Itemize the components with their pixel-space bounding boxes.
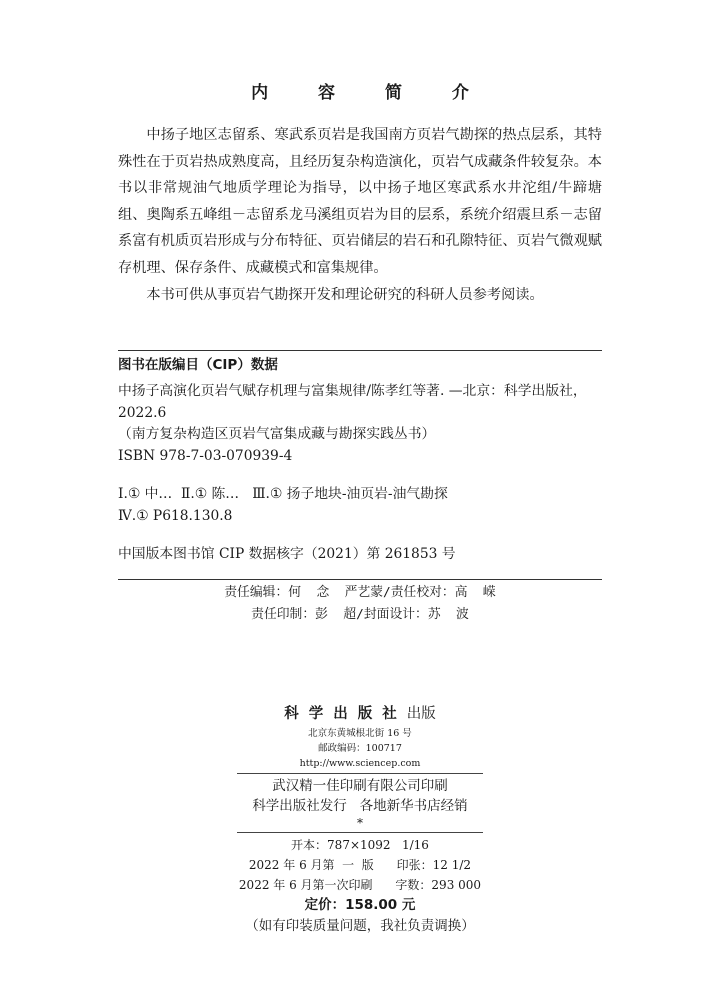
publisher-website: http://www.sciencep.com <box>299 758 421 769</box>
quality-note: （如有印装质量问题，我社负责调换） <box>245 918 475 934</box>
cip-series-line: （南方复杂构造区页岩气富集成藏与勘探实践丛书） <box>118 426 436 442</box>
publisher-logo-name: 科学出版社 <box>284 705 407 722</box>
format-line: 开本：787×1092 1/16 <box>291 838 429 852</box>
publisher-address: 北京东黄城根北街 16 号 <box>308 728 412 739</box>
edition-line: 2022 年 6 月第 一 版 印张：12 1/2 <box>248 858 472 872</box>
printing-line: 2022 年 6 月第一次印刷 字数：293 000 <box>238 878 482 892</box>
separator-star: * <box>357 816 363 830</box>
imprint-block <box>0 702 720 937</box>
distribution-line: 科学出版社发行 各地新华书店经销 <box>252 798 468 814</box>
summary-section <box>118 122 602 308</box>
credits-block <box>0 582 720 626</box>
page-title: 内 容 简 介 <box>251 83 491 103</box>
summary-paragraph-1: 中扬子地区志留系、寒武系页岩是我国南方页岩气勘探的热点层系，其特殊性在于页岩热成熟度高，且经历复杂构造演化，页岩气成藏条件较复杂。本书以非常规油气地质学理论为指导，以中扬子地区寒武系水井沱组/牛蹄塘组、奥陶系五峰组－志留系龙马溪组页岩为目的层系，系统介绍震旦系－志留系富有机质页岩形成与分布特征、页岩储层的岩石和孔隙特征、页岩气微观赋存机理、保存条件、成藏模式和富集规律。 <box>118 127 602 276</box>
cip-record-number: 中国版本图书馆 CIP 数据核字（2021）第 261853 号 <box>118 546 456 562</box>
imprint-divider-2 <box>237 832 483 833</box>
imprint-divider-1 <box>237 773 483 774</box>
credits-editors: 责任编辑：何 念 严艺蒙/责任校对：高 嵘 <box>224 585 496 600</box>
printer-line: 武汉精一佳印刷有限公司印刷 <box>272 778 448 794</box>
cip-bottom-divider <box>118 579 602 580</box>
summary-paragraph-2: 本书可供从事页岩气勘探开发和理论研究的科研人员参考阅读。 <box>146 286 544 303</box>
cip-clc-line: Ⅳ.① P618.130.8 <box>118 507 233 524</box>
publisher-postcode: 邮政编码：100717 <box>318 743 402 754</box>
cip-heading: 图书在版编目（CIP）数据 <box>118 357 278 373</box>
cip-top-divider <box>118 350 602 351</box>
cip-data-block <box>118 381 602 566</box>
credits-production: 责任印制：彭 超/封面设计：苏 波 <box>251 607 469 622</box>
cip-isbn-line: ISBN 978-7-03-070939-4 <box>118 447 293 464</box>
publisher-line <box>0 702 720 726</box>
cip-classification-line: Ⅰ.① 中… Ⅱ.① 陈… Ⅲ.① 扬子地块-油页岩-油气勘探 <box>118 486 448 502</box>
cip-title-line: 中扬子高演化页岩气赋存机理与富集规律/陈孝红等著. —北京：科学出版社，2022.6 <box>118 383 587 421</box>
publisher-suffix: 出版 <box>406 706 436 722</box>
price-line: 定价：158.00 元 <box>304 897 416 913</box>
